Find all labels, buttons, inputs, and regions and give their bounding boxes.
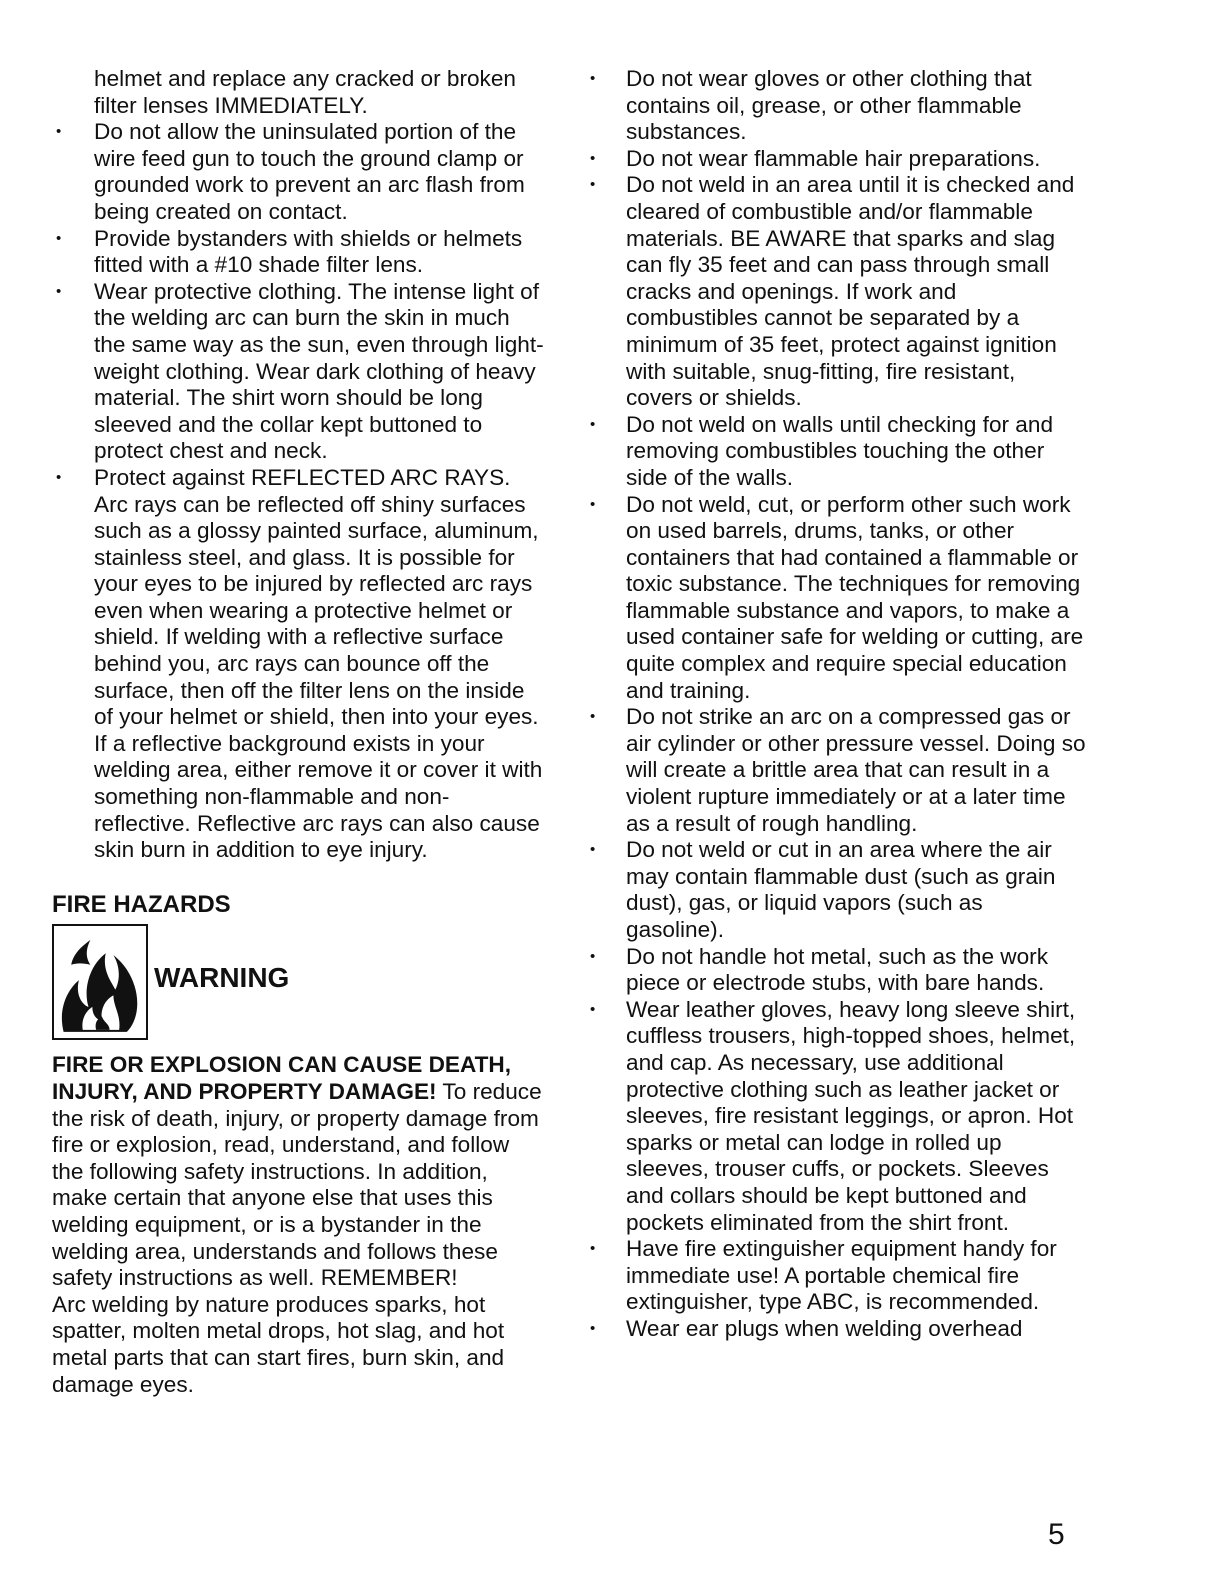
warning-banner	[52, 922, 544, 1042]
warning-body: To reduce the risk of death, injury, or property damage from fire or explosion, read, understand, and follow the following safety instructions. In addition, make certain that anyone else that uses this welding equipment, or is a bystander in the welding area, understands and follows these safety instructions as well. REMEMBER!	[52, 1079, 542, 1291]
list-item: • Do not weld in an area until it is checked and cleared of combustible and/or flammable materials. BE AWARE that sparks and slag can fly 35 feet and can pass through small cracks and openings. If work and combustibles cannot be separated by a minimum of 35 feet, protect against ignition with suitable, snug-fitting, fire resistant, covers or shields.	[586, 172, 1086, 411]
closing-paragraph: Arc welding by nature produces sparks, hot spatter, molten metal drops, hot slag, and hot metal parts that can start fires, burn skin, and damage eyes.	[52, 1291, 505, 1397]
list-item: • Do not allow the uninsulated portion of the wire feed gun to touch the ground clamp or grounded work to prevent an arc flash from being created on contact.	[52, 119, 544, 225]
list-item: • Wear ear plugs when welding overhead	[586, 1316, 1086, 1343]
fire-hazard-icon	[52, 924, 148, 1040]
list-item: • Do not strike an arc on a compressed gas or air cylinder or other pressure vessel. Doing so will create a brittle area that can result in a violent rupture immediately or at a later time as a result of rough handling.	[586, 704, 1086, 837]
warning-label: WARNING	[154, 962, 290, 994]
list-item: • Do not weld or cut in an area where the air may contain flammable dust (such as grain dust), gas, or liquid vapors (such as gasoline).	[586, 837, 1086, 943]
right-bullet-list	[586, 66, 1086, 1343]
flame-graphic	[54, 926, 146, 1038]
list-item: • Do not weld, cut, or perform other such work on used barrels, drums, tanks, or other containers that had contained a flammable or toxic substance. The techniques for removing flammable substance and vapors, to make a used container safe for welding or cutting, are quite complex and require special education and training.	[586, 492, 1086, 705]
list-item: • Do not wear gloves or other clothing that contains oil, grease, or other flammable substances.	[586, 66, 1086, 146]
list-item: • Provide bystanders with shields or helmets fitted with a #10 shade filter lens.	[52, 226, 544, 279]
left-column	[52, 66, 544, 1398]
list-item: • Do not handle hot metal, such as the work piece or electrode stubs, with bare hands.	[586, 944, 1086, 997]
list-item: • Have fire extinguisher equipment handy for immediate use! A portable chemical fire extinguisher, type ABC, is recommended.	[586, 1236, 1086, 1316]
list-item: • Wear leather gloves, heavy long sleeve shirt, cuffless trousers, high-topped shoes, helmet, and cap. As necessary, use additional protective clothing such as leather jacket or sleeves, fire resistant leggings, or apron. Hot sparks or metal can lodge in rolled up sleeves, trouser cuffs, or pockets. Sleeves and collars should be kept buttoned and pockets eliminated from the shirt front.	[586, 997, 1086, 1236]
section-heading: FIRE HAZARDS	[52, 890, 231, 918]
warning-statement: FIRE OR EXPLOSION CAN CAUSE DEATH, INJURY, AND PROPERTY DAMAGE!	[52, 1052, 512, 1104]
list-item: • Protect against REFLECTED ARC RAYS. Arc rays can be reflected off shiny surfaces such as a glossy painted surface, aluminum, stainless steel, and glass. It is possible for your eyes to be injured by reflected arc rays even when wearing a protective helmet or shield. If welding with a reflective surface behind you, arc rays can bounce off the surface, then off the filter lens on the inside of your helmet or shield, then into your eyes. If a reflective background exists in your welding area, either remove it or cover it with something non-flammable and non-reflective. Reflective arc rays can also cause skin burn in addition to eye injury.	[52, 465, 544, 864]
list-item: • Do not wear flammable hair preparations.	[586, 146, 1086, 173]
warning-paragraph	[52, 1052, 544, 1291]
list-item: • Do not weld on walls until checking for and removing combustibles touching the other side of the walls.	[586, 412, 1086, 492]
left-bullet-list	[52, 119, 544, 864]
list-item: • Wear protective clothing. The intense light of the welding arc can burn the skin in much the same way as the sun, even through light-weight clothing. Wear dark clothing of heavy material. The shirt worn should be long sleeved and the collar kept buttoned to protect chest and neck.	[52, 279, 544, 465]
continued-text: helmet and replace any cracked or broken filter lenses IMMEDIATELY.	[94, 66, 516, 118]
right-column	[586, 66, 1086, 1343]
page-number: 5	[1048, 1518, 1065, 1551]
